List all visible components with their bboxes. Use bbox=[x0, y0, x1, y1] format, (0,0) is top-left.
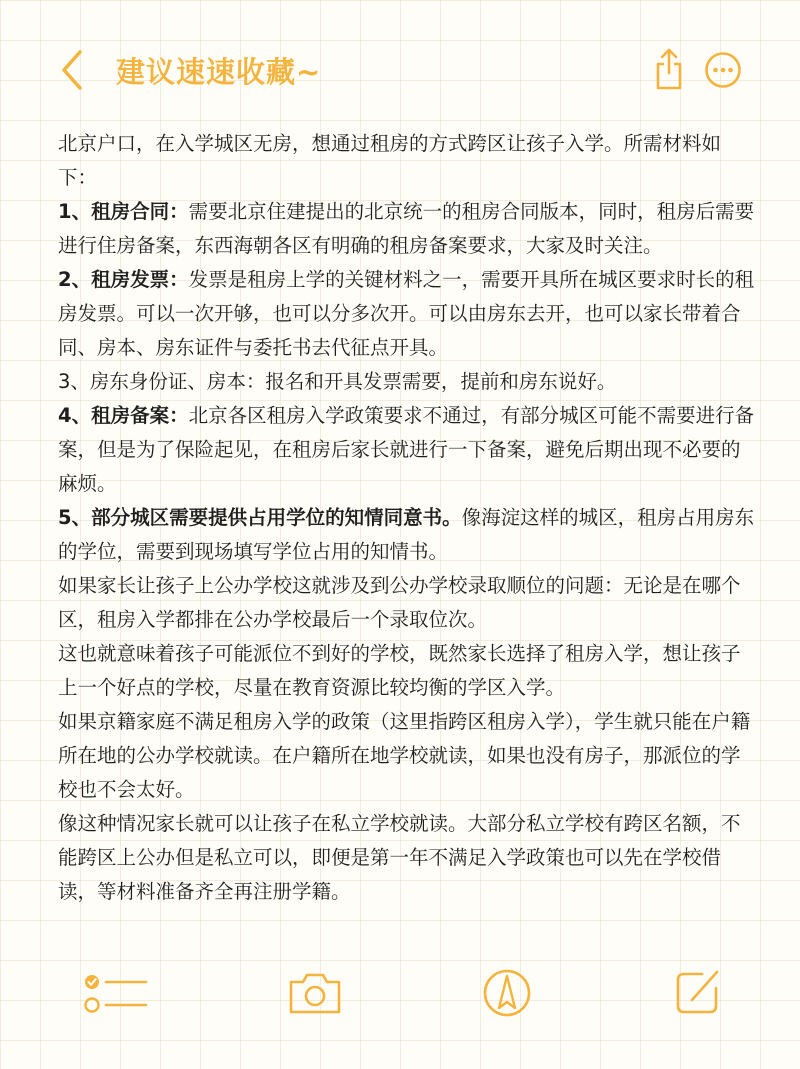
checklist-icon bbox=[80, 968, 150, 1018]
item-heading: 5、部分城区需要提供占用学位的知情同意书。 bbox=[58, 506, 462, 529]
item-consent-letter bbox=[58, 501, 758, 569]
bottom-toolbar bbox=[0, 960, 800, 1030]
intro-paragraph: 北京户口，在入学城区无房，想通过租房的方式跨区让孩子入学。所需材料如下： bbox=[58, 132, 722, 189]
item-rental-registration bbox=[58, 399, 758, 501]
item-body: 发票是租房上学的关键材料之一，需要开具所在城区要求时长的租房发票。可以一次开够，也可以分多次开。可以由房东去开，也可以家长带着合同、房本、房东证件与委托书去代征点开具。 bbox=[58, 268, 755, 359]
item-body: 北京各区租房入学政策要求不通过，有部分城区可能不需要进行备案，但是为了保险起见，在租房后家长就进行一下备案，避免后期出现不必要的麻烦。 bbox=[58, 404, 755, 495]
item-body: 像海淀这样的城区，租房占用房东的学位，需要到现场填写学位占用的知情书。 bbox=[58, 506, 755, 563]
compose-icon bbox=[672, 966, 724, 1018]
compass-icon bbox=[482, 968, 532, 1018]
camera-icon bbox=[286, 970, 344, 1016]
share-icon bbox=[652, 46, 686, 92]
chevron-left-icon bbox=[52, 46, 92, 94]
camera-button[interactable] bbox=[286, 970, 344, 1016]
item-rental-contract bbox=[58, 195, 758, 263]
paragraph-admission-order: 如果家长让孩子上公办学校这就涉及到公办学校录取顺位的问题：无论是在哪个区，租房入学都排在公办学校最后一个录取位次。 bbox=[58, 574, 741, 631]
item-rental-invoice bbox=[58, 263, 758, 365]
compass-button[interactable] bbox=[482, 968, 532, 1018]
page-title: 建议速速收藏~ bbox=[116, 55, 322, 89]
item-heading: 2、租房发票： bbox=[58, 268, 189, 291]
share-button[interactable] bbox=[652, 46, 686, 92]
paragraph-household-school: 如果京籍家庭不满足租房入学的政策（这里指跨区租房入学），学生就只能在户籍所在地的公办学校就读。在户籍所在地学校就读，如果也没有房子，那派位的学校也不会太好。 bbox=[58, 710, 751, 801]
more-button[interactable] bbox=[704, 51, 742, 89]
more-icon bbox=[704, 51, 742, 89]
paragraph-school-choice: 这也就意味着孩子可能派位不到好的学校，既然家长选择了租房入学，想让孩子上一个好点的学校，尽量在教育资源比较均衡的学区入学。 bbox=[58, 642, 741, 699]
item-body: 需要北京住建提出的北京统一的租房合同版本，同时，租房后需要进行住房备案，东西海朝各区有明确的租房备案要求，大家及时关注。 bbox=[58, 200, 755, 257]
checklist-button[interactable] bbox=[80, 968, 150, 1018]
back-button[interactable] bbox=[52, 46, 92, 94]
note-content bbox=[58, 127, 758, 909]
paragraph-private-school: 像这种情况家长就可以让孩子在私立学校就读。大部分私立学校有跨区名额，不能跨区上公办但是私立可以，即便是第一年不满足入学政策也可以先在学校借读，等材料准备齐全再注册学籍。 bbox=[58, 812, 741, 903]
item-landlord-documents: 3、房东身份证、房本：报名和开具发票需要，提前和房东说好。 bbox=[58, 370, 617, 393]
item-heading: 4、租房备案： bbox=[58, 404, 189, 427]
navigation-header bbox=[0, 0, 800, 130]
compose-button[interactable] bbox=[672, 966, 724, 1018]
item-heading: 1、租房合同： bbox=[58, 200, 189, 223]
